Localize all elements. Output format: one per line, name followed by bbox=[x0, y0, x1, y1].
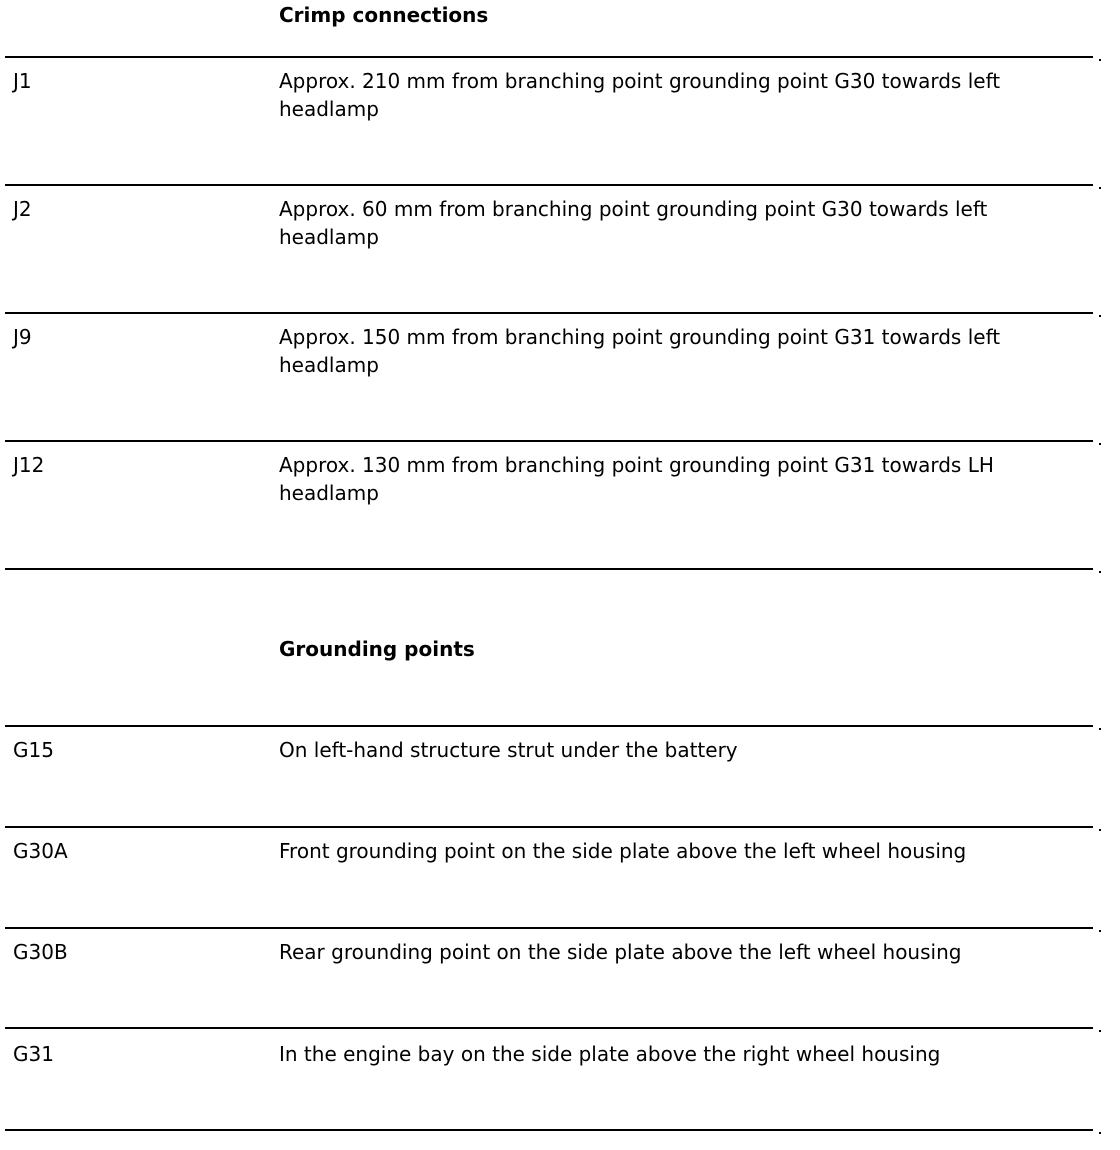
table-rule bbox=[5, 725, 1093, 727]
table-rule bbox=[5, 184, 1093, 186]
row-code: G15 bbox=[13, 738, 54, 762]
rule-end-mark bbox=[1099, 187, 1101, 189]
rule-end-mark bbox=[1099, 728, 1101, 730]
rule-end-mark bbox=[1099, 930, 1101, 932]
table-rule bbox=[5, 826, 1093, 828]
rule-end-mark bbox=[1099, 829, 1101, 831]
row-code: J9 bbox=[13, 325, 32, 349]
table-rule bbox=[5, 927, 1093, 929]
rule-end-mark bbox=[1099, 1132, 1101, 1134]
table-rule bbox=[5, 568, 1093, 570]
row-description: Approx. 150 mm from branching point grounding point G31 towards left headlamp bbox=[279, 325, 1001, 377]
table-rule bbox=[5, 312, 1093, 314]
row-description: Front grounding point on the side plate above the left wheel housing bbox=[279, 839, 967, 863]
section-heading-grounding-points: Grounding points bbox=[279, 637, 475, 661]
rule-end-mark bbox=[1099, 443, 1101, 445]
row-description: Approx. 210 mm from branching point grounding point G30 towards left headlamp bbox=[279, 69, 1001, 121]
rule-end-mark bbox=[1099, 315, 1101, 317]
row-code: G31 bbox=[13, 1042, 54, 1066]
row-description: On left-hand structure strut under the battery bbox=[279, 738, 738, 762]
row-code: J12 bbox=[13, 453, 45, 477]
row-description: Rear grounding point on the side plate above the left wheel housing bbox=[279, 940, 962, 964]
table-rule bbox=[5, 1129, 1093, 1131]
row-description: Approx. 60 mm from branching point grounding point G30 towards left headlamp bbox=[279, 197, 988, 249]
row-code: G30A bbox=[13, 839, 68, 863]
table-rule bbox=[5, 440, 1093, 442]
rule-end-mark bbox=[1099, 571, 1101, 573]
section-heading-crimp-connections: Crimp connections bbox=[279, 3, 489, 27]
table-rule bbox=[5, 1027, 1093, 1029]
row-description: In the engine bay on the side plate above the right wheel housing bbox=[279, 1042, 941, 1066]
table-rule bbox=[5, 56, 1093, 58]
row-code: J2 bbox=[13, 197, 32, 221]
row-code: J1 bbox=[13, 69, 32, 93]
row-description: Approx. 130 mm from branching point grounding point G31 towards LH headlamp bbox=[279, 453, 994, 505]
rule-end-mark bbox=[1099, 1030, 1101, 1032]
row-code: G30B bbox=[13, 940, 68, 964]
rule-end-mark bbox=[1099, 59, 1101, 61]
